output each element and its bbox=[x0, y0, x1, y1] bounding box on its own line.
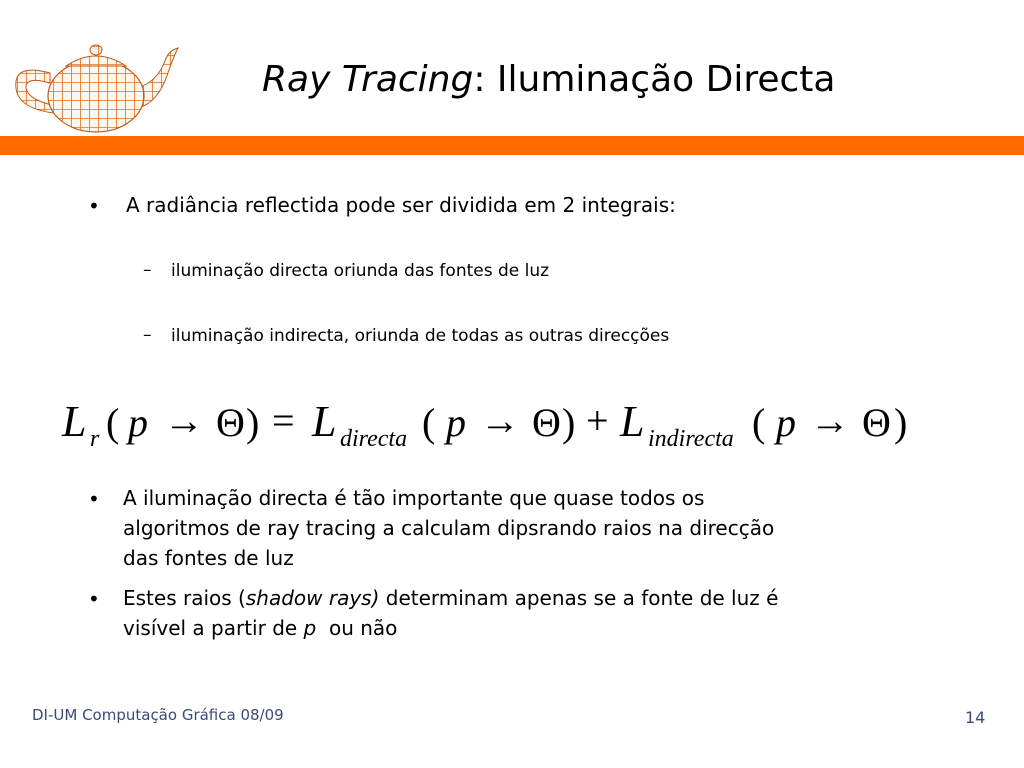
bullet-3 bbox=[123, 583, 778, 643]
bullet-2-line: A iluminação directa é tão importante que quase todos os bbox=[123, 486, 705, 510]
sub-bullet-1: iluminação directa oriunda das fontes de luz bbox=[171, 261, 550, 281]
bullet-3-line-2: visível a partir de p ou não bbox=[123, 616, 398, 640]
bullet-marker: • bbox=[88, 587, 100, 611]
footer-course: DI-UM Computação Gráfica 08/09 bbox=[32, 706, 284, 724]
radiance-equation bbox=[60, 388, 940, 458]
svg-text:→: → bbox=[480, 398, 520, 443]
svg-text:Θ: Θ bbox=[216, 400, 245, 445]
teapot-logo-icon bbox=[8, 28, 183, 138]
svg-text:r: r bbox=[90, 426, 100, 452]
svg-text:(: ( bbox=[106, 400, 120, 445]
svg-text:→: → bbox=[164, 398, 204, 443]
svg-text:=: = bbox=[272, 398, 295, 443]
svg-text:Θ: Θ bbox=[532, 400, 561, 445]
bullet-2 bbox=[123, 483, 774, 573]
sub-bullet-marker: – bbox=[143, 325, 152, 345]
page-number: 14 bbox=[965, 708, 986, 727]
bullet-2-line: das fontes de luz bbox=[123, 546, 294, 570]
bullet-2-line: algoritmos de ray tracing a calculam dipsrando raios na direcção bbox=[123, 516, 775, 540]
svg-text:): ) bbox=[562, 400, 576, 445]
bullet-marker: • bbox=[88, 194, 100, 218]
svg-text:L: L bbox=[620, 397, 645, 446]
svg-text:L: L bbox=[312, 397, 337, 446]
svg-text:): ) bbox=[894, 400, 908, 445]
bullet-3-line-1: Estes raios (shadow rays) determinam apenas se a fonte de luz é bbox=[123, 586, 779, 610]
accent-bar bbox=[0, 136, 1024, 155]
svg-text:Θ: Θ bbox=[862, 400, 891, 445]
svg-text:): ) bbox=[246, 400, 260, 445]
sub-bullet-2: iluminação indirecta, oriunda de todas as outras direcções bbox=[171, 326, 670, 346]
svg-text:p: p bbox=[128, 400, 148, 445]
svg-text:(: ( bbox=[752, 400, 766, 445]
svg-text:indirecta: indirecta bbox=[648, 426, 734, 452]
sub-bullet-marker: – bbox=[143, 260, 152, 280]
svg-text:directa: directa bbox=[340, 426, 408, 452]
slide-title: Ray Tracing: Iluminação Directa bbox=[262, 59, 836, 100]
bullet-1: A radiância reflectida pode ser dividida em 2 integrais: bbox=[126, 193, 676, 217]
svg-text:L: L bbox=[62, 397, 87, 446]
svg-text:p: p bbox=[446, 400, 466, 445]
svg-text:→: → bbox=[810, 398, 850, 443]
svg-text:(: ( bbox=[422, 400, 436, 445]
bullet-marker: • bbox=[88, 487, 100, 511]
svg-text:p: p bbox=[776, 400, 796, 445]
svg-text:+: + bbox=[586, 398, 609, 443]
